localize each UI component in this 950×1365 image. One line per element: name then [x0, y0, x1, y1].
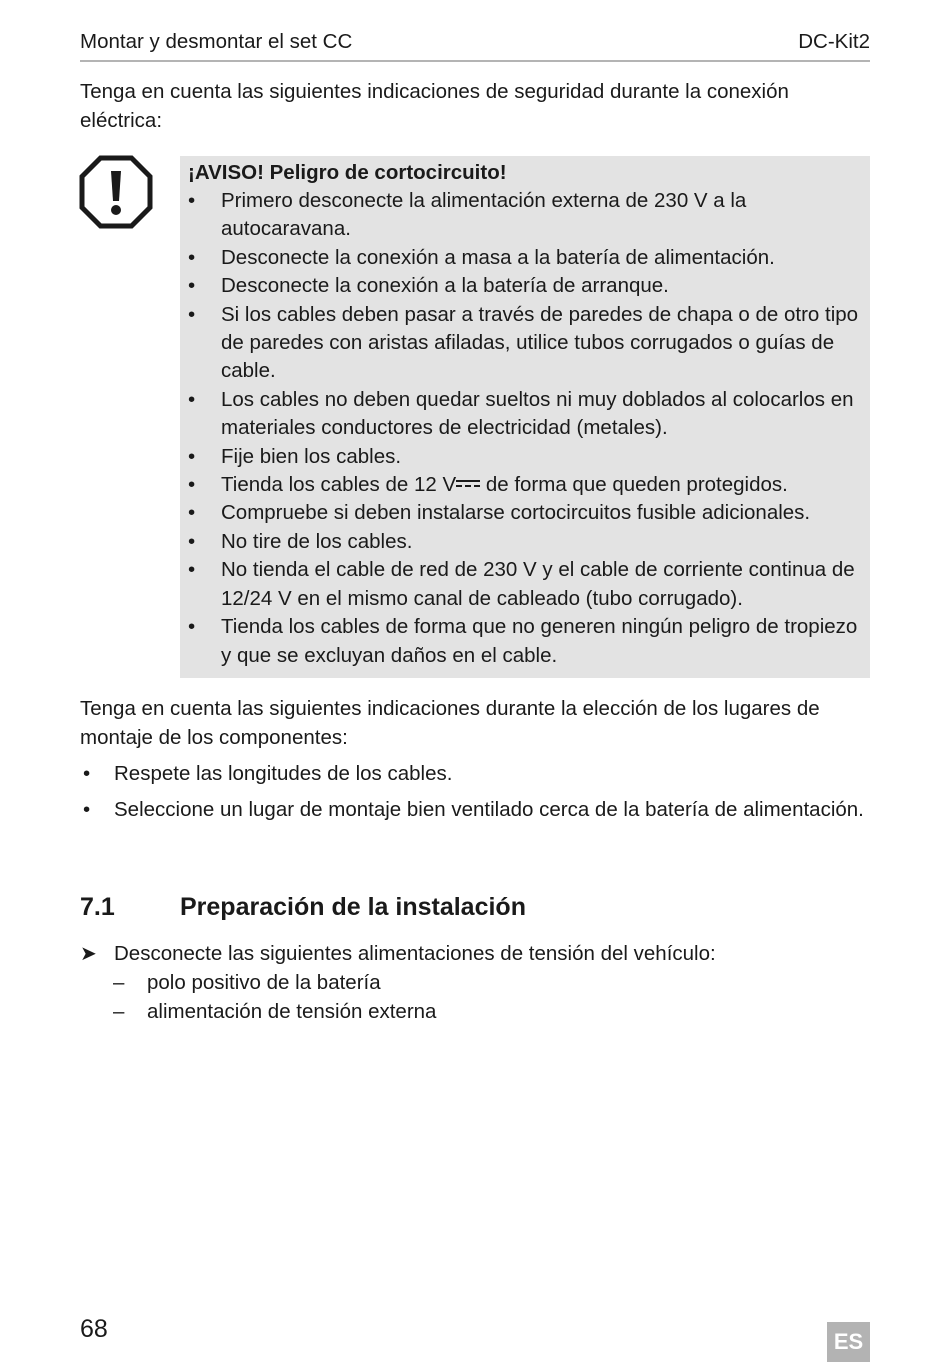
instruction-sublist — [113, 969, 436, 1026]
warning-item-text-after: de forma que queden protegidos. — [480, 473, 788, 497]
warning-item: • Los cables no deben quedar sueltos ni muy doblados al colocarlos en materiales conductores de electricidad (metales). — [188, 386, 863, 443]
placement-list — [80, 760, 870, 831]
warning-item: • Tienda los cables de forma que no generen ningún peligro de tropiezo y que se excluyan daños en el cable. — [188, 613, 863, 670]
exclamation-octagon-icon — [79, 155, 153, 229]
arrow-right-icon: ➤ — [80, 943, 97, 965]
header-product-name: DC-Kit2 — [798, 30, 870, 53]
warning-item: • Primero desconecte la alimentación externa de 230 V a la autocaravana. — [188, 187, 863, 244]
page-header — [80, 28, 870, 62]
warning-item: • Compruebe si deben instalarse cortocircuitos fusible adicionales. — [188, 499, 863, 527]
warning-title: ¡AVISO! Peligro de cortocircuito! — [188, 161, 507, 184]
warning-item: • Si los cables deben pasar a través de paredes de chapa o de otro tipo de paredes con aristas afiladas, utilice tubos corrugados o guías de cable. — [188, 301, 863, 386]
dc-symbol-icon — [456, 479, 480, 489]
warning-item-text-before: Tienda los cables de 12 V — [221, 473, 457, 497]
language-badge: ES — [827, 1322, 870, 1362]
warning-item: • No tire de los cables. — [188, 528, 863, 556]
warning-list — [188, 187, 863, 670]
warning-item: • Fije bien los cables. — [188, 443, 863, 471]
warning-item: • Desconecte la conexión a masa a la batería de alimentación. — [188, 244, 863, 272]
placement-item: • Respete las longitudes de los cables. — [80, 760, 870, 789]
instruction-subitem: – polo positivo de la batería — [113, 969, 436, 998]
intro-paragraph: Tenga en cuenta las siguientes indicaciones de seguridad durante la conexión eléctrica: — [80, 80, 789, 132]
placement-item: • Seleccione un lugar de montaje bien ventilado cerca de la batería de alimentación. — [80, 796, 870, 825]
instruction-text: Desconecte las siguientes alimentaciones de tensión del vehículo: — [114, 942, 716, 965]
warning-item: • Desconecte la conexión a la batería de arranque. — [188, 272, 863, 300]
instruction-subitem: – alimentación de tensión externa — [113, 998, 436, 1027]
warning-item: • No tienda el cable de red de 230 V y el cable de corriente continua de 12/24 V en el mismo canal de cableado (tubo corrugado). — [188, 556, 863, 613]
warning-item — [188, 471, 863, 499]
header-section-title: Montar y desmontar el set CC — [80, 30, 353, 53]
placement-paragraph: Tenga en cuenta las siguientes indicaciones durante la elección de los lugares de montaje de los componentes: — [80, 697, 820, 749]
page-number: 68 — [80, 1315, 108, 1343]
section-number: 7.1 — [80, 893, 115, 921]
section-title: Preparación de la instalación — [180, 893, 526, 921]
